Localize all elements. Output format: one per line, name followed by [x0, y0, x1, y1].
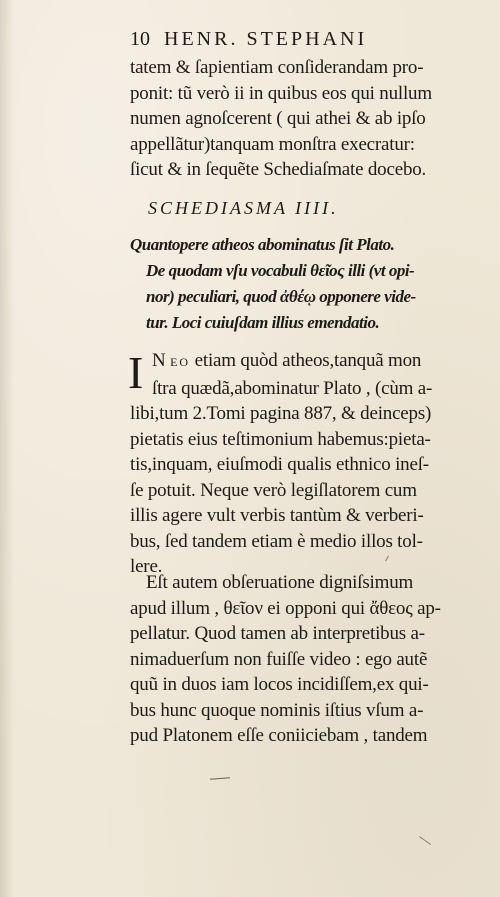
text-line: nimaduerſum non fuiſſe video : ego autẽ — [130, 648, 428, 670]
section-heading: SCHEDIASMA IIII. — [148, 198, 339, 218]
paragraph-continued — [130, 55, 480, 183]
text-line: libi,tum 2.Tomi pagina 887, & deinceps) — [130, 403, 432, 424]
section-summary — [130, 232, 480, 336]
page-number: 10 — [130, 28, 150, 50]
text-line: apud illum , θεῖον ei opponi qui ἄθεος ap- — [130, 597, 441, 619]
text-line: quũ in duos iam locos incidiſſem,ex qui- — [130, 674, 429, 695]
paragraph-main — [130, 348, 480, 580]
text-line: bus, ſed tandem etiam è medio illos tol- — [130, 530, 423, 552]
summary-line: nor) peculiari, quod ἀθέῳ opponere vide- — [146, 287, 416, 306]
stray-mark — [419, 836, 431, 845]
text-line: pud Platonem eſſe coniiciebam , tandem — [130, 725, 428, 746]
summary-line: De quodam vſu vocabuli θεῖος illi (vt opi- — [146, 261, 415, 280]
text-line: lere. — [130, 556, 163, 577]
text-line: numen agnoſcerent ( qui athei & ab ipſo — [130, 108, 426, 129]
summary-line: Quantopere atheos abominatus ſit Plato. — [130, 235, 395, 254]
text-line: bus hunc quoque nominis iſtius vſum a- — [130, 699, 424, 721]
first-line-text: etiam quòd atheos,tanquã mon — [190, 350, 422, 371]
text-line-first — [130, 348, 480, 376]
small-caps-word: EO — [170, 355, 191, 369]
gutter-shadow — [0, 0, 14, 897]
text-line: illis agere vult verbis tantùm & verberi- — [130, 505, 424, 526]
text-line: ſicut & in ſequẽte Schediaſmate docebo. — [130, 159, 427, 180]
text-line: pietatis eius teſtimonium habemus:pieta- — [130, 428, 431, 450]
text-line: tatem & ſapientiam conſiderandam pro- — [130, 57, 424, 78]
running-header — [130, 28, 465, 54]
ink-mark — [210, 777, 230, 779]
running-title: HENR. STEPHANI — [164, 28, 368, 50]
drop-cap: I — [128, 347, 144, 398]
text-line: appellãtur)tanquam monſtra execratur: — [130, 133, 415, 155]
text-line: ſtra quædã,abominatur Plato , (cùm a- — [152, 377, 433, 399]
text-line: ſe potuit. Neque verò legiſlatorem cum — [130, 479, 417, 501]
text-line: tis,inquam, eiuſmodi qualis ethnico ineſ- — [130, 454, 429, 475]
text-line: pellatur. Quod tamen ab interpretibus a- — [130, 623, 425, 644]
paragraph-next — [130, 570, 480, 749]
text-line: ponit: tũ verò ii in quibus eos qui nullum — [130, 82, 432, 104]
summary-line: tur. Loci cuiuſdam illius emendatio. — [146, 313, 380, 332]
text-line: Eſt autem obſeruatione digniſsimum — [146, 572, 414, 593]
first-letter-rest: N — [152, 350, 166, 371]
